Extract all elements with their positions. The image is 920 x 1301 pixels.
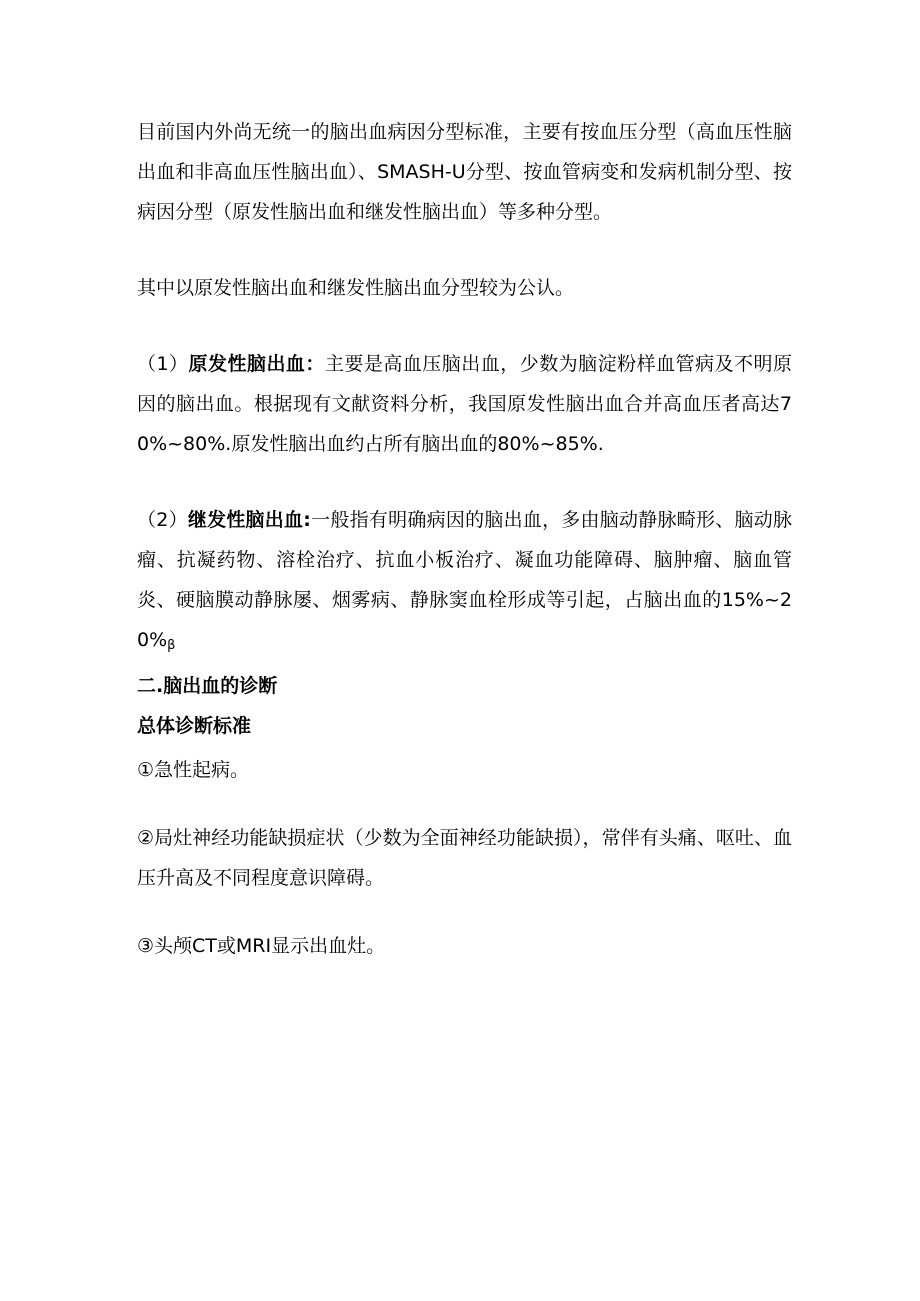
criteria-item-1: ①急性起病。 bbox=[137, 759, 250, 781]
primary-title: 原发性脑出血 bbox=[188, 353, 306, 375]
primary-prefix: （1） bbox=[137, 353, 189, 375]
secondary-ich-paragraph bbox=[137, 500, 792, 666]
section-heading: 二.脑出血的诊断 bbox=[137, 675, 278, 697]
secondary-colon: : bbox=[303, 509, 311, 531]
criteria-item-2: ②局灶神经功能缺损症状（少数为全面神经功能缺损），常伴有头痛、呕吐、血压升高及不同程度意识障碍。 bbox=[137, 827, 792, 889]
criteria-item-3: ③头颅CT或MRI显示出血灶。 bbox=[137, 935, 386, 957]
secondary-title: 继发性脑出血 bbox=[187, 509, 304, 531]
primary-text: 主要是高血压脑出血，少数为脑淀粉样血管病及不明原因的脑出血。根据现有文献资料分析，我国原发性脑出血合并高血压者高达70%~80%.原发性脑出血约占所有脑出血的80%~85%. bbox=[137, 353, 792, 455]
secondary-prefix: （2） bbox=[137, 509, 188, 531]
primary-colon: ： bbox=[305, 353, 325, 375]
secondary-suffix: β bbox=[167, 638, 176, 653]
consensus-paragraph: 其中以原发性脑出血和继发性脑出血分型较为公认。 bbox=[137, 277, 575, 299]
intro-paragraph: 目前国内外尚无统一的脑出血病因分型标准，主要有按血压分型（高血压性脑出血和非高血压性脑出血）、SMASH-U分型、按血管病变和发病机制分型、按病因分型（原发性脑出血和继发性脑出血）等多种分型。 bbox=[137, 121, 792, 223]
document-page bbox=[137, 112, 792, 966]
section-subheading: 总体诊断标准 bbox=[137, 715, 252, 737]
secondary-text: 一般指有明确病因的脑出血，多由脑动静脉畸形、脑动脉瘤、抗凝药物、溶栓治疗、抗血小板治疗、凝血功能障碍、脑肿瘤、脑血管炎、硬脑膜动静脉屡、烟雾病、静脉窦血栓形成等引起，占脑出血的15%~20% bbox=[137, 509, 792, 651]
primary-ich-paragraph bbox=[137, 344, 792, 464]
